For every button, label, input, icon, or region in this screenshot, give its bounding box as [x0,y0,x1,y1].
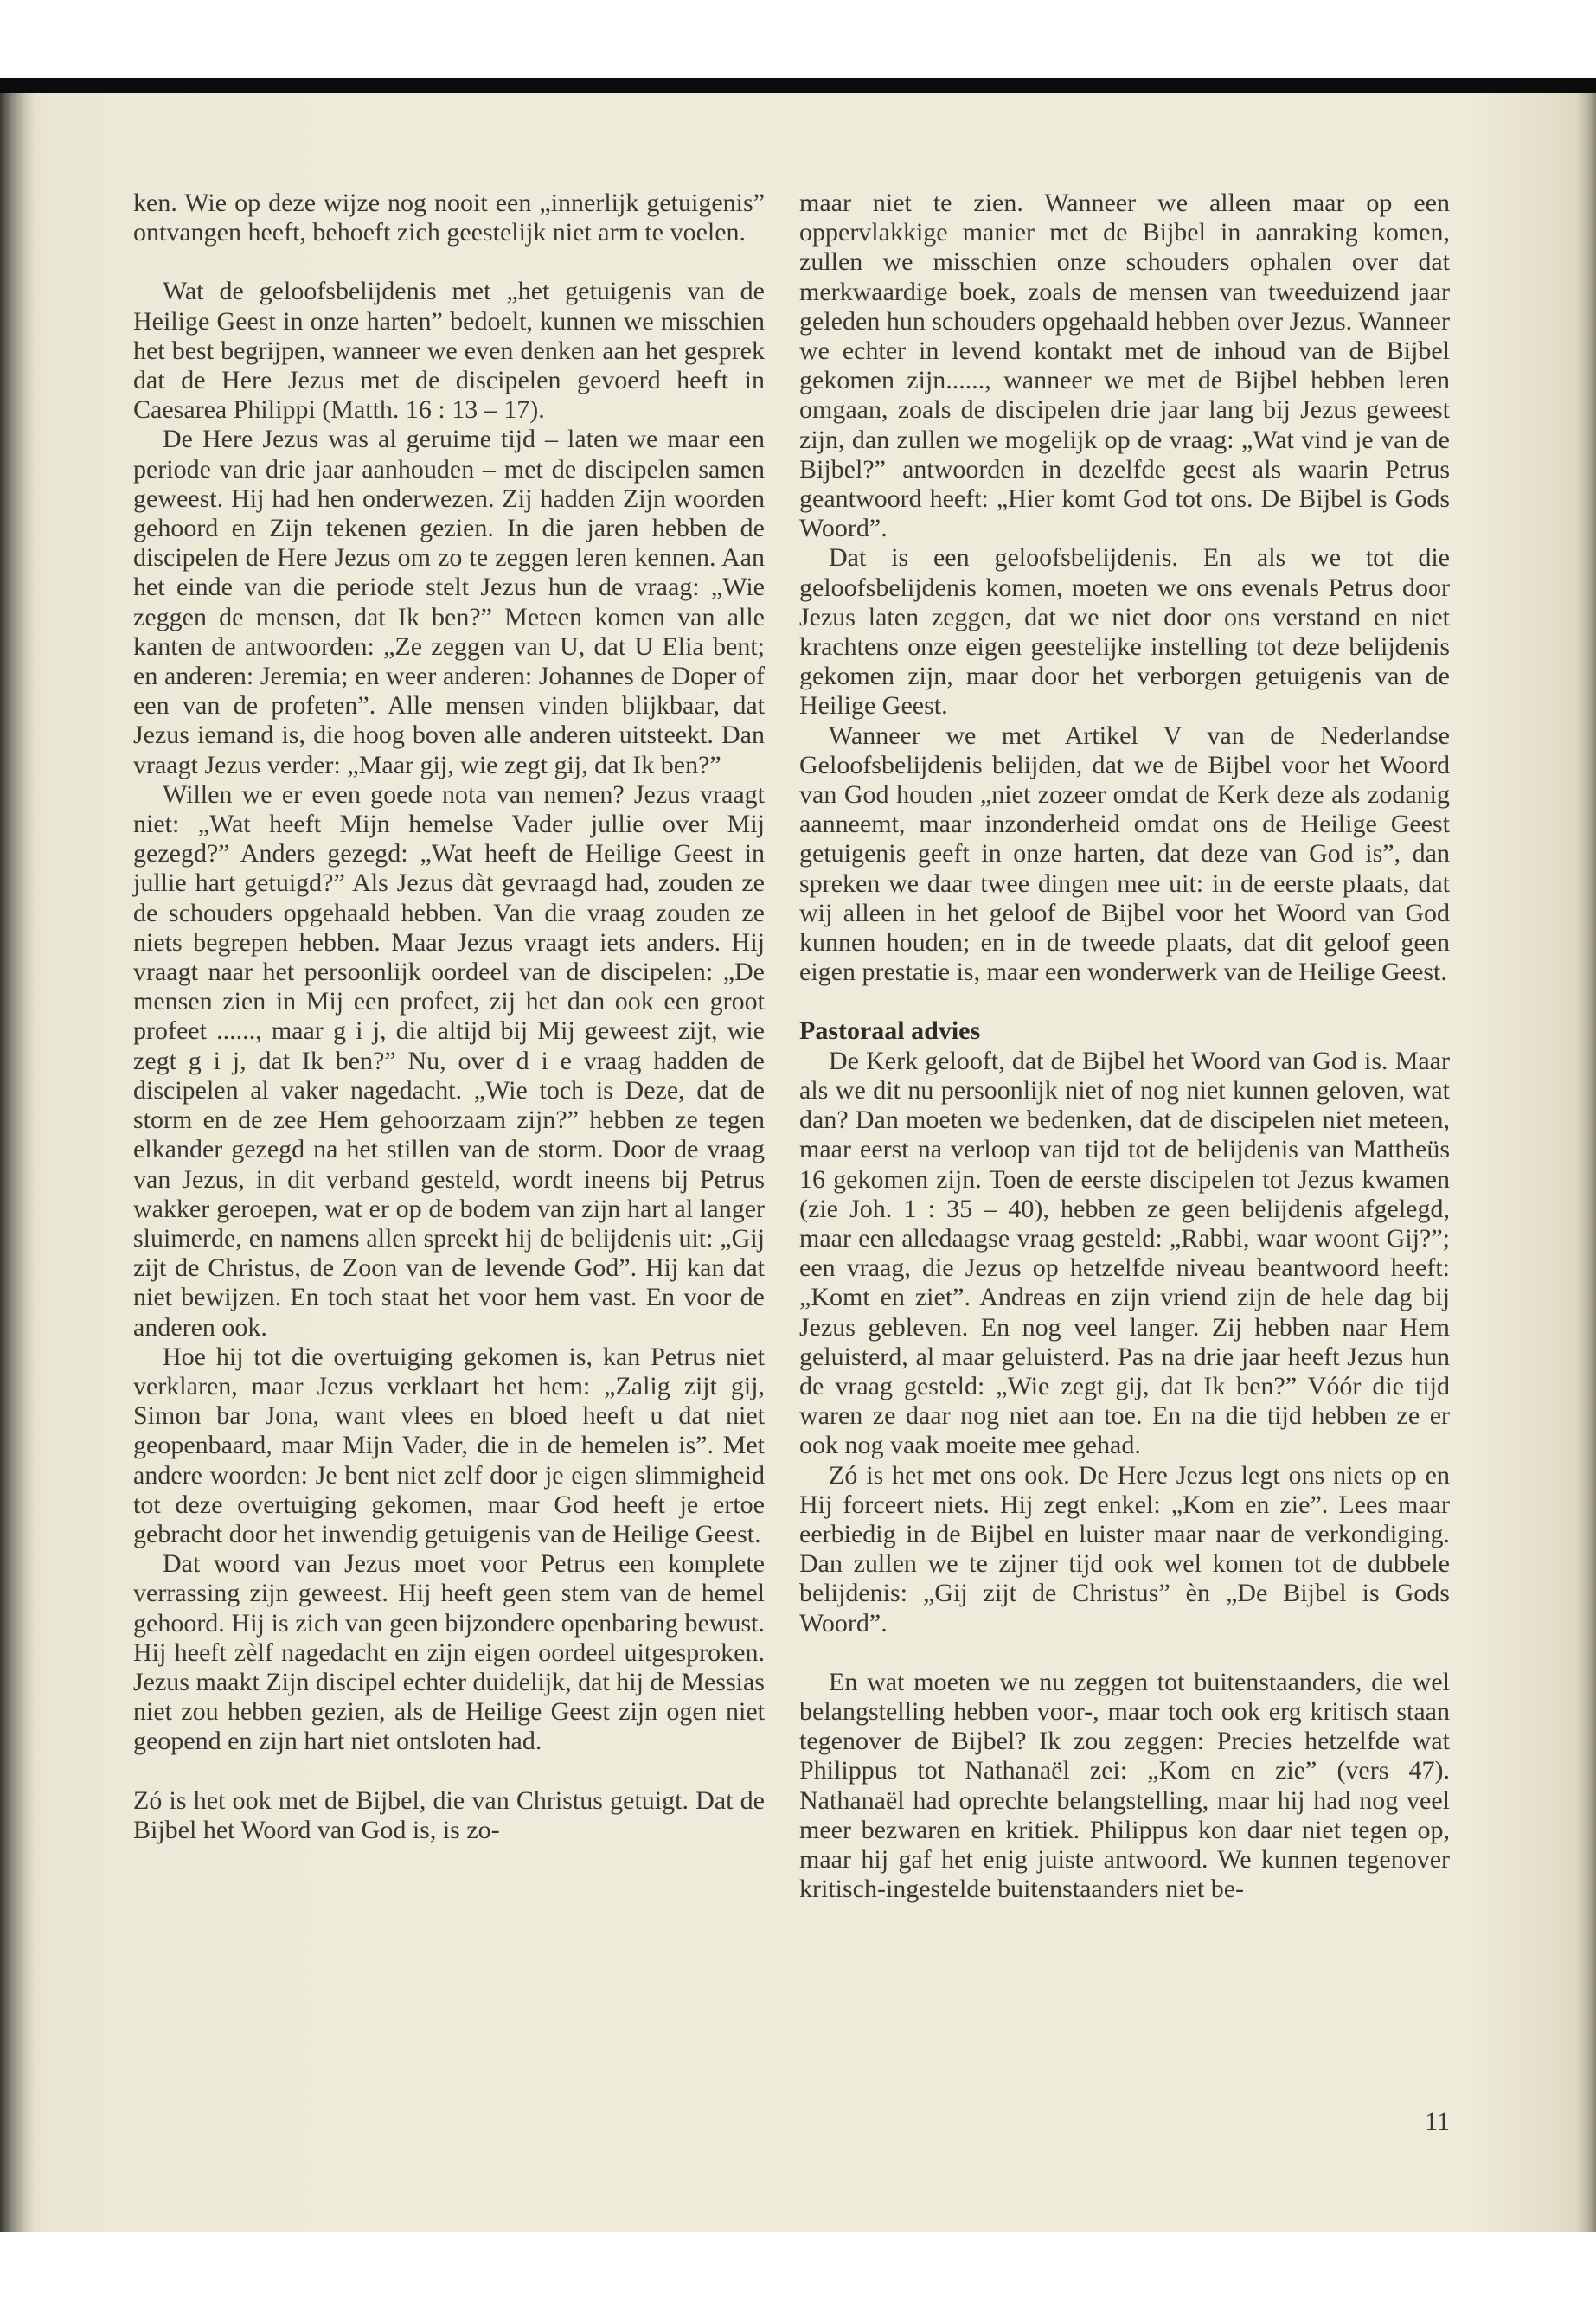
top-margin [0,0,1596,78]
paragraph: Zó is het met ons ook. De Here Jezus legt ons niets op en Hij forceert niets. Hij zegt enkel: „Kom en zie”. Lees maar eerbiedig in de Bijbel en luister maar naar de verkondiging. Dan zullen we te zijner tijd ook wel komen tot de dubbele belijdenis: „Gij zijt de Christus” èn „De Bijbel is Gods Woord”. [799,1460,1450,1638]
page-binding-shadow [0,93,35,2232]
paragraph: Zó is het ook met de Bijbel, die van Christus getuigt. Dat de Bijbel het Woord van God is, is zo- [133,1785,765,1844]
right-column [799,189,1450,1904]
left-column [133,189,765,1845]
page-number: 11 [1425,2107,1450,2136]
page-right-edge [1577,93,1596,2232]
paragraph: Hoe hij tot die overtuiging gekomen is, kan Petrus niet verklaren, maar Jezus verklaart het hem: „Zalig zijt gij, Simon bar Jona, want vlees en bloed heeft u dat niet geopenbaard, maar Mijn Vader, die in de hemelen is”. Met andere woorden: Je bent niet zelf door je eigen slimmigheid tot deze overtuiging gekomen, maar God heeft je ertoe gebracht door het inwendig getuigenis van de Heilige Geest. [133,1342,765,1548]
paragraph: maar niet te zien. Wanneer we alleen maar op een oppervlakkige manier met de Bijbel in aanraking komen, zullen we misschien onze schouders ophalen over dat merkwaardige boek, zoals de mensen van tweeduizend jaar geleden hun schouders opgehaald hebben over Jezus. Wanneer we echter in levend kontakt met de inhoud van de Bijbel gekomen zijn......, wanneer we met de Bijbel hebben leren omgaan, zoals de discipelen drie jaar lang bij Jezus geweest zijn, dan zullen we mogelijk op de vraag: „Wat vind je van de Bijbel?” antwoorden in dezelfde geest als waarin Petrus geantwoord heeft: „Hier komt God tot ons. De Bijbel is Gods Woord”. [799,189,1450,543]
paragraph: En wat moeten we nu zeggen tot buitenstaanders, die wel belangstelling hebben voor-, maar toch ook erg kritisch staan tegenover de Bijbel? Ik zou zeggen: Precies hetzelfde wat Philippus tot Nathanaël zei: „Kom en zie” (vers 47). Nathanaël had oprechte belangstelling, maar hij had nog veel meer bezwaren en kritiek. Philippus kon daar niet tegen op, maar hij gaf het enig juiste antwoord. We kunnen tegenover kritisch-ingestelde buitenstaanders niet be- [799,1667,1450,1904]
paragraph: Wanneer we met Artikel V van de Nederlandse Geloofsbelijdenis belijden, dat we de Bijbel voor het Woord van God houden „niet zozeer omdat de Kerk deze als zodanig aanneemt, maar inzonderheid omdat ons de Heilige Geest getuigenis geeft in onze harten, dat deze van God is”, dan spreken we daar twee dingen mee uit: in de eerste plaats, dat wij alleen in het geloof de Bijbel voor het Woord van God kunnen houden; en in de tweede plaats, dat dit geloof geen eigen prestatie is, maar een wonderwerk van de Heilige Geest. [799,721,1450,987]
paragraph: Willen we er even goede nota van nemen? Jezus vraagt niet: „Wat heeft Mijn hemelse Vader jullie over Mij gezegd?” Anders gezegd: „Wat heeft de Heilige Geest in jullie hart getuigd?” Als Jezus dàt gevraagd had, zouden ze de schouders opgehaald hebben. Van die vraag zouden ze niets begrepen hebben. Maar Jezus vraagt iets anders. Hij vraagt naar het persoonlijk oordeel van de discipelen: „De mensen zien in Mij een profeet, zij het dan ook een groot profeet ......, maar g i j, die altijd bij Mij geweest zijt, wie zegt g i j, dat Ik ben?” Nu, over d i e vraag hadden de discipelen al vaker nagedacht. „Wie toch is Deze, dat de storm en de zee Hem gehoorzaam zijn?” hebben ze tegen elkander gezegd na het stillen van de storm. Door de vraag van Jezus, in dit verband gesteld, wordt ineens bij Petrus wakker geroepen, wat er op de bodem van zijn hart al langer sluimerde, en namens allen spreekt hij de belijdenis uit: „Gij zijt de Christus, de Zoon van de levende God”. Hij kan dat niet bewijzen. En toch staat het voor hem vast. En voor de anderen ook. [133,779,765,1342]
paragraph: De Here Jezus was al geruime tijd – laten we maar een periode van drie jaar aanhouden – met de discipelen samen geweest. Hij had hen onderwezen. Zij hadden Zijn woorden gehoord en Zijn tekenen gezien. In die jaren hebben de discipelen de Here Jezus om zo te zeggen leren kennen. Aan het einde van die periode stelt Jezus hun de vraag: „Wie zeggen de mensen, dat Ik ben?” Meteen komen van alle kanten de antwoorden: „Ze zeggen van U, dat U Elia bent; en anderen: Jeremia; en weer anderen: Johannes de Doper of een van de profeten”. Alle mensen vinden blijkbaar, dat Jezus iemand is, die hoog boven alle anderen uitsteekt. Dan vraagt Jezus verder: „Maar gij, wie zegt gij, dat Ik ben?” [133,425,765,779]
paragraph: Dat is een geloofsbelijdenis. En als we tot die geloofsbelijdenis komen, moeten we ons evenals Petrus door Jezus laten zeggen, dat we niet door ons verstand en niet krachtens onze eigen geestelijke instelling tot deze belijdenis gekomen zijn, maar door het verborgen getuigenis van de Heilige Geest. [799,543,1450,721]
paragraph: Dat woord van Jezus moet voor Petrus een komplete verrassing zijn geweest. Hij heeft geen stem van de hemel gehoord. Hij is zich van geen bijzondere openbaring bewust. Hij heeft zèlf nagedacht en zijn eigen oordeel uitgesproken. Jezus maakt Zijn discipel echter duidelijk, dat hij de Messias niet zou hebben gezien, als de Heilige Geest zijn ogen niet geopend en zijn hart niet ontsloten had. [133,1549,765,1756]
paragraph: De Kerk gelooft, dat de Bijbel het Woord van God is. Maar als we dit nu persoonlijk niet of nog niet kunnen geloven, wat dan? Dan moeten we bedenken, dat de discipelen niet meteen, maar eerst na verloop van tijd tot de belijdenis van Mattheüs 16 gekomen zijn. Toen de eerste discipelen tot Jezus kwamen (zie Joh. 1 : 35 – 40), hebben ze geen belijdenis afgelegd, maar een alledaagse vraag gesteld: „Rabbi, waar woont Gij?”; een vraag, die Jezus op hetzelfde niveau beantwoord heeft: „Komt en ziet”. Andreas en zijn vriend zijn de hele dag bij Jezus gebleven. En nog veel langer. Zij hebben naar Hem geluisterd, al maar geluisterd. Pas na drie jaar heeft Jezus hun de vraag gesteld: „Wie zegt gij, dat Ik ben?” Vóór die tijd waren ze daar nog niet aan toe. En na die tijd hebben ze er ook nog vaak moeite mee gehad. [799,1046,1450,1460]
paragraph: Wat de geloofsbelijdenis met „het getuigenis van de Heilige Geest in onze harten” bedoelt, kunnen we misschien het best begrijpen, wanneer we even denken aan het gesprek dat de Here Jezus met de discipelen gevoerd heeft in Caesarea Philippi (Matth. 16 : 13 – 17). [133,277,765,425]
bottom-margin [0,2232,1596,2301]
paragraph: ken. Wie op deze wijze nog nooit een „innerlijk getuigenis” ontvangen heeft, behoeft zich geestelijk niet arm te voelen. [133,189,765,247]
section-heading: Pastoraal advies [799,1016,981,1046]
